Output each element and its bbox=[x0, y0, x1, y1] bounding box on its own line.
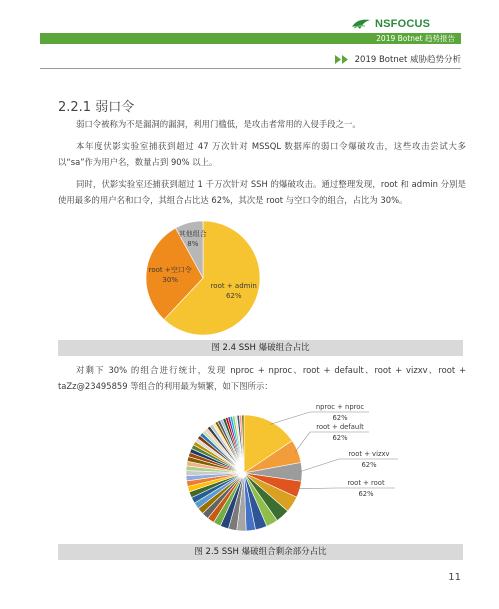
slice-label: root +空口令 bbox=[148, 265, 192, 274]
leader-line bbox=[299, 459, 398, 472]
slice-label: 其他组合 bbox=[178, 230, 207, 239]
slice-label: root + vizxv bbox=[348, 450, 390, 458]
slice-value-label: 30% bbox=[162, 275, 178, 284]
paragraph-1: 弱口令被称为不是漏洞的漏洞，利用门槛低，是攻击者常用的入侵手段之一。 bbox=[76, 119, 361, 129]
slice-value-label: 62% bbox=[358, 490, 374, 498]
nsfocus-logo-icon bbox=[351, 17, 371, 31]
slice-value-label: 62% bbox=[332, 434, 348, 442]
slice-label: root + admin bbox=[210, 282, 257, 291]
report-title-bar: 2019 Botnet 趋势报告 bbox=[40, 33, 461, 44]
figure-caption-2-5: 图 2.5 SSH 爆破组合剩余部分占比 bbox=[58, 544, 463, 560]
paragraph-3: 同时，伏影实验室还捕获到超过 1 千万次针对 SSH 的爆破攻击。通过整理发现，root 和 admin 分别是使用最多的用户名和口令，其组合占比达 62%，其次是 root 与空口令的组合，占比为 30%。 bbox=[58, 179, 466, 205]
page-number: 11 bbox=[448, 572, 461, 583]
slice-label: nproc + nproc bbox=[315, 403, 365, 411]
slice-value-label: 62% bbox=[225, 292, 242, 301]
slice-value-label: 8% bbox=[187, 240, 199, 249]
brand-name: NSFOCUS bbox=[375, 18, 431, 30]
pie-chart-ssh-combos bbox=[58, 214, 463, 338]
paragraph-2: 本年度伏影实验室捕获到超过 47 万次针对 MSSQL 数据库的弱口令爆破攻击，这些攻击尝试大多以“sa”作为用户名，数量占到 90% 以上。 bbox=[58, 141, 466, 167]
double-arrow-icon bbox=[335, 55, 351, 64]
paragraph-4: 对剩下 30% 的组合进行统计，发现 nproc + nproc、root + default、root + vizxv、root + taZz@23495859 等组合的利用最为频繁，如下图所示： bbox=[58, 365, 466, 391]
slice-label: root + root bbox=[347, 479, 385, 487]
slice-value-label: 62% bbox=[361, 461, 377, 469]
header-divider bbox=[40, 68, 461, 69]
pie-chart-ssh-remaining bbox=[58, 398, 463, 543]
section-title-text: 2019 Botnet 威胁趋势分析 bbox=[354, 55, 461, 65]
leader-line bbox=[297, 488, 395, 489]
figure-caption-2-4: 图 2.4 SSH 爆破组合占比 bbox=[58, 340, 463, 356]
section-heading: 2.2.1 弱口令 bbox=[58, 100, 135, 115]
slice-label: root + default bbox=[316, 423, 364, 431]
section-title bbox=[335, 53, 461, 65]
slice-value-label: 62% bbox=[332, 414, 348, 422]
nsfocus-logo bbox=[351, 15, 461, 33]
